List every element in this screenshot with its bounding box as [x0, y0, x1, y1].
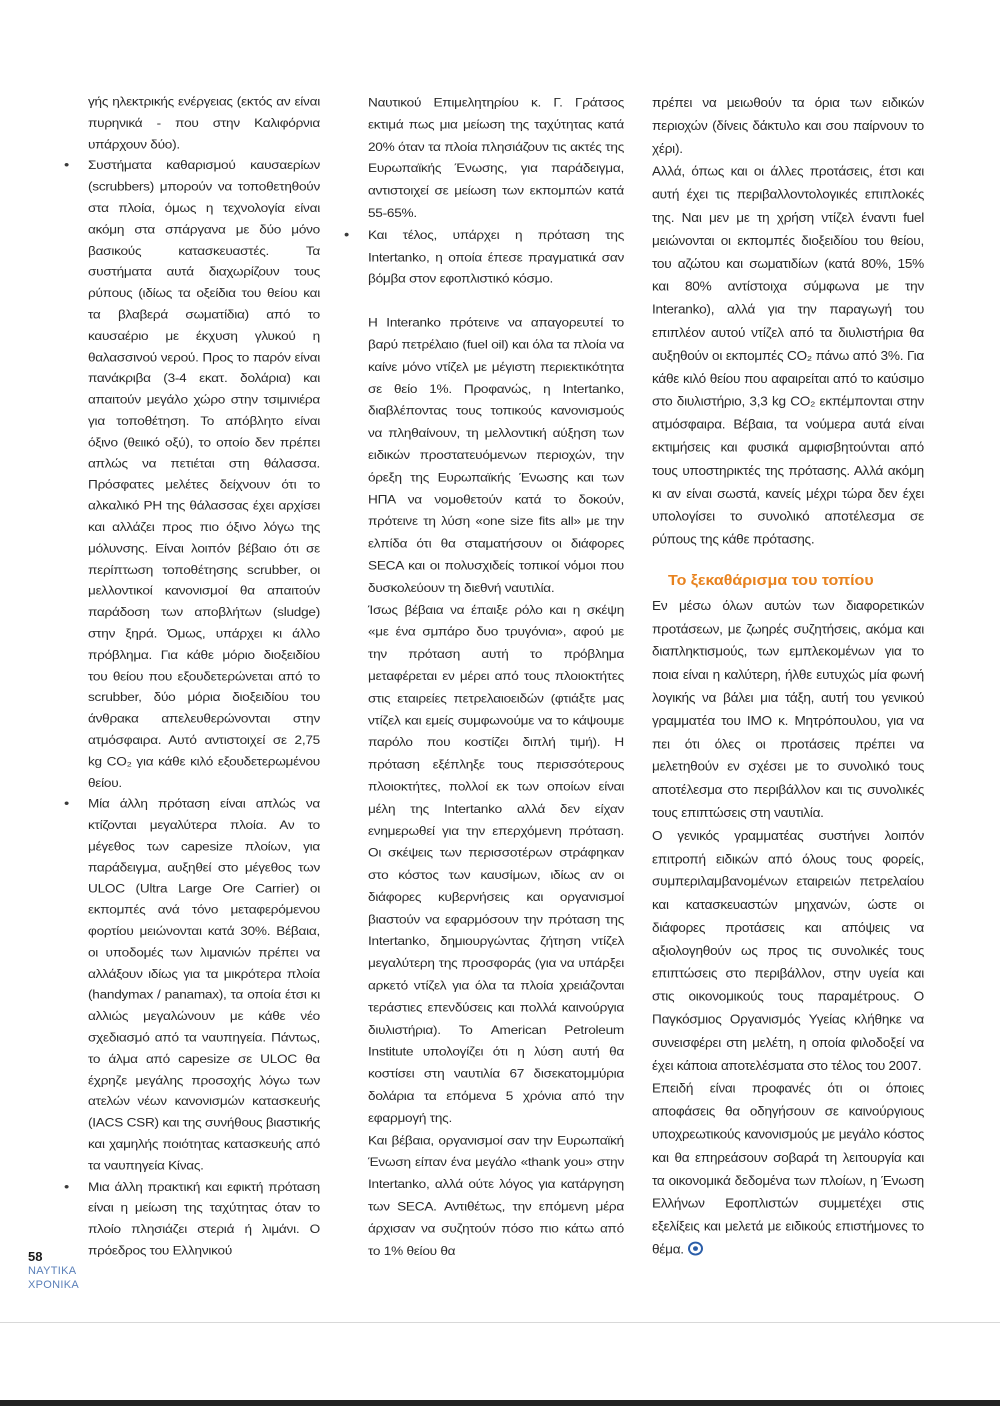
bullet-icon: • — [64, 158, 70, 173]
column-3 — [652, 92, 924, 1262]
bullet-list — [344, 225, 624, 291]
paragraph: Και βέβαια, οργανισμοί σαν την Ευρωπαϊκή Ένωση είπαν ένα μεγάλο «thank you» στην Intertanko, αλλά ούτε λόγος για κατάργηση των SECA. Αντιθέτως, την επόμενη μέρα άρχισαν να συζητούν πόσο πιο κάτω από το 1% θείου θα — [368, 1133, 624, 1258]
list-item-text: Συστήματα καθαρισμού καυσαερίων (scrubbers) μπορούν να τοποθετηθούν στα πλοία, όμως η τεχνολογία είναι ακόμη στα σπάργανα με δύο μόνο βασικούς κατασκευαστές. Τα συστήματα αυτά διαχωρίζουν τους ρύπους (ιδίως τα οξείδια του θείου και τα βλαβερά σωματίδια) από το καυσαέριο με έκχυση γλυκού η θαλασσινού νερού. Προς το παρόν είναι πανάκριβα (3-4 εκατ. δολάρια) και απαιτούν μεγάλο χώρο στην τσιμινιέρα για τοποθέτηση. Το απόβλητο είναι όξινο (θειικό οξύ), το οποίο δεν πρέπει απλώς να πετιέται στη θάλασσα. Πρόσφατες μελέτες δείχνουν ότι το αλκαλικό PH της θάλασσας έχει αρχίσει και αλλάζει προς πιο όξινο λόγω της μόλυνσης. Είναι λοιπόν βέβαιο ότι σε περίπτωση τοποθέτησης scrubber, οι μελλοντικοί κανονισμοί θα απαιτούν παράδοση των αποβλήτων (sludge) στην ξηρά. Όμως, υπάρχει κι άλλο πρόβλημα. Για κάθε μόριο διοξειδίου του θείου που εξουδετερώνεται από το scrubber, δύο μόρια διοξειδίου του άνθρακα απελευθερώνονται στην ατμόσφαιρα. Αυτό αντιστοιχεί σε 2,75 kg CO₂ για κάθε κιλό εξουδετερωμένου θείου. — [88, 159, 320, 789]
list-item — [344, 225, 624, 291]
list-item — [64, 156, 320, 794]
paragraph: Εν μέσω όλων αυτών των διαφορετικών προτάσεων, με ζωηρές συζητήσεις, ακόμα και διαπληκτισμούς, των εμπλεκομένων για το ποια είναι η καλύτερη, ήλθε ευτυχώς μία φωνή λογικής να βάλει μια τάξη, αυτή του γενικού γραμματέα του ΙΜΟ κ. Μητρόπουλου, για να πει ότι όλες οι προτάσεις πρέπει να μελετηθούν εν σχέσει με το συνολικό τους αποτέλεσμα στο περιβάλλον και τις συνολικές τους επιπτώσεις στη ναυτιλία. — [652, 598, 924, 820]
page-edge — [0, 1322, 1000, 1323]
list-item-text: Και τέλος, υπάρχει η πρόταση της Intertanko, η οποία έπεσε πραγματικά σαν βόμβα στον εφοπλιστικό κόσμο. — [368, 228, 624, 286]
end-of-article-icon — [688, 1242, 703, 1256]
magazine-name-line1: ΝΑΥΤΙΚΑ — [28, 1265, 77, 1277]
magazine-name-line2: ΧΡΟΝΙΚΑ — [28, 1279, 80, 1291]
bullet-icon: • — [64, 1179, 70, 1194]
bullet-icon: • — [64, 796, 70, 812]
spacer — [368, 291, 624, 312]
bottom-rule — [0, 1400, 1000, 1406]
paragraph: Η Interanko πρότεινε να απαγορευτεί το βαρύ πετρέλαιο (fuel oil) και όλα τα πλοία να καίνε μόνο ντίζελ με μέγιστη περιεκτικότητα σε θείο 1%. Προφανώς, η Intertanko, διαβλέποντας τους τοπικούς κανονισμούς να πληθαίνουν, τη μελλοντική αύξηση των ειδικών προστατευόμενων περιοχών, την όρεξη της Ευρωπαϊκής Ένωσης και των ΗΠΑ να νομοθετούν κατά το δοκούν, πρότεινε τη λύση «one size fits all» με την ελπίδα ότι θα σταματήσουν οι διάφορες SECA και οι πολυσχιδείς τοπικοί νόμοι που δυσκολεύουν τη διεθνή ναυτιλία. — [368, 315, 624, 595]
list-item-text: Μία άλλη πρόταση είναι απλώς να κτίζονται μεγαλύτερα πλοία. Αν το μέγεθος των capesize πλοίων, για παράδειγμα, αυξηθεί στο μέγεθος των ULOC (Ultra Large Ore Carrier) οι εκπομπές ανά τόνο μεταφερόμενου φορτίου μειώνονται κατά 30%. Βέβαια, οι υποδομές των λιμανιών πρέπει να αλλάξουν ιδίως για τα μικρότερα πλοία (handymax / panamax), τα οποία έτσι κι αλλιώς μεγαλώνουν με κάθε νέο σχεδιασμό από τα ναυπηγεία. Πάντως, το άλμα από capesize σε ULOC θα έχρηζε μεγάλης προσοχής λόγω των ατελών νέων κανονισμών κατασκευής (IACS CSR) και της συνήθους βιαστικής και χαμηλής ποιότητας κατασκευής από τα ναυπηγεία Κίνας. — [88, 797, 320, 1172]
paragraph: Ναυτικού Επιμελητηρίου κ. Γ. Γράτσος εκτιμά πως μια μείωση της ταχύτητας κατά 20% όταν τα πλοία πλησιάζουν τις ακτές της Ευρωπαϊκής Ένωσης, για παράδειγμα, αντιστοιχεί σε μείωση των εκπομπών κατά 55-65%. — [368, 95, 624, 220]
paragraph-text: Επειδή είναι προφανές ότι οι όποιες αποφάσεις θα οδηγήσουν σε καινούργιους υποχρεωτικούς κανονισμούς με μεγάλο κόστος και θα επηρεάσουν σοβαρά τη λειτουργία και τα οικονομικά δεδομένα των πλοίων, η Ένωση Ελλήνων Εφοπλιστών συμμετέχει στις εξελίξεις και μελετά με ειδικούς επιστήμονες το θέμα. — [652, 1081, 924, 1257]
section-heading: Το ξεκαθάρισμα του τοπίου — [668, 573, 874, 589]
list-item-text: Μια άλλη πρακτική και εφικτή πρόταση είναι η μείωση της ταχύτητας όταν το πλοίο πλησιάζει στεριά ή λιμάνι. Ο πρόεδρος του Ελληνικού — [88, 1180, 320, 1257]
paragraph: Ίσως βέβαια να έπαιξε ρόλο και η σκέψη «με ένα σμπάρο δυο τρυγόνια», αφού με την πρόταση αυτή το πρόβλημα μεταφέρεται εν μέρει από τους πλοιοκτήτες στις εταιρείες πετρελαιοειδών (φτιάξτε μας ντίζελ και εμείς συμφωνούμε να το κάψουμε παρόλο που κοστίζει διπλή τιμή). Η πρόταση εξέπληξε τους περισσότερους πλοιοκτήτες, πολλοί εκ των οποίων είναι μέλη της Intertanko αλλά δεν είχαν ενημερωθεί για την επερχόμενη πρόταση. Οι σκέψεις των περισσοτέρων στράφηκαν στο κόστος των καυσίμων, ιδίως αν οι διάφορες κυβερνήσεις και οργανισμοί βιαστούν να εφαρμόσουν την πρόταση της Intertanko, δημιουργώντας ζήτηση ντίζελ μεγαλύτερη της προσφοράς (για να υπάρξει αρκετό ντίζελ για όλα τα πλοία χρειάζονται τεράστιες επενδύσεις και πολλά καινούργια διυλιστήρια). Το American Petroleum Institute υπολογίζει ότι η λύση αυτή θα κοστίσει στη ναυτιλία 67 δισεκατομμύρια δολάρια τα επόμενα 5 χρόνια από την εφαρμογή της. — [368, 603, 624, 1125]
paragraph — [652, 1078, 924, 1262]
page-number: 58 — [28, 1249, 43, 1264]
paragraph: Ο γενικός γραμματέας συστήνει λοιπόν επιτροπή ειδικών από όλους τους φορείς, συμπεριλαμβανομένων εταιρειών πετρελαίου και κατασκευαστών μηχανών, ώστε οι διάφορες προτάσεις και απόψεις να αξιολογηθούν ως προς τις συνολικές τους επιπτώσεις στο περιβάλλον, στην υγεία και στις οικονομικούς τους παραμέτρους. Ο Παγκόσμιος Οργανισμός Υγείας κλήθηκε να συνεισφέρει στη μελέτη, η οποία φιλοδοξεί να έχει κάποια αποτελέσματα στο τέλος του 2007. — [652, 828, 924, 1073]
bullet-list — [64, 156, 320, 1262]
paragraph: πρέπει να μειωθούν τα όρια των ειδικών περιοχών (δίνεις δάκτυλο και σου παίρνουν το χέρι). — [652, 95, 924, 156]
column-2 — [344, 92, 624, 1262]
paragraph: Αλλά, όπως και οι άλλες προτάσεις, έτσι και αυτή έχει τις περιβαλλοντολογικές επιπλοκές της. Ναι μεν με τη χρήση ντίζελ έναντι fuel μειώνονται οι εκπομπές διοξειδίου του θείου, του αζώτου και σωματιδίων (κατά 80%, 15% και 80% αντίστοιχα σύμφωνα με την Interanko), αλλά για την παραγωγή του επιπλέον αυτού ντίζελ από τα διυλιστήρια θα αυξηθούν οι εκπομπές CO₂ πάνω από 3%. Για κάθε κιλό θείου που αφαιρείται από το καύσιμο στο διυλιστήριο, 3,3 kg CO₂ εκπέμπονται στην ατμόσφαιρα. Βέβαια, τα νούμερα αυτά είναι εκτιμήσεις και φυσικά αμφισβητούνται από τους υποστηρικτές της πρότασης. Αλλά ακόμη κι αν είναι σωστά, κανείς μέχρι τώρα δεν έχει υπολογίσει το συνολικό αποτέλεσμα σε ρύπους της κάθε πρότασης. — [652, 164, 924, 547]
paragraph: γής ηλεκτρικής ενέργειας (εκτός αν είναι πυρηνικά - που στην Καλιφόρνια υπάρχουν δύο). — [88, 95, 320, 151]
folio — [28, 1249, 80, 1292]
list-item — [64, 794, 320, 1177]
list-item — [64, 1177, 320, 1262]
column-1 — [64, 92, 320, 1262]
bullet-icon: • — [344, 227, 350, 243]
